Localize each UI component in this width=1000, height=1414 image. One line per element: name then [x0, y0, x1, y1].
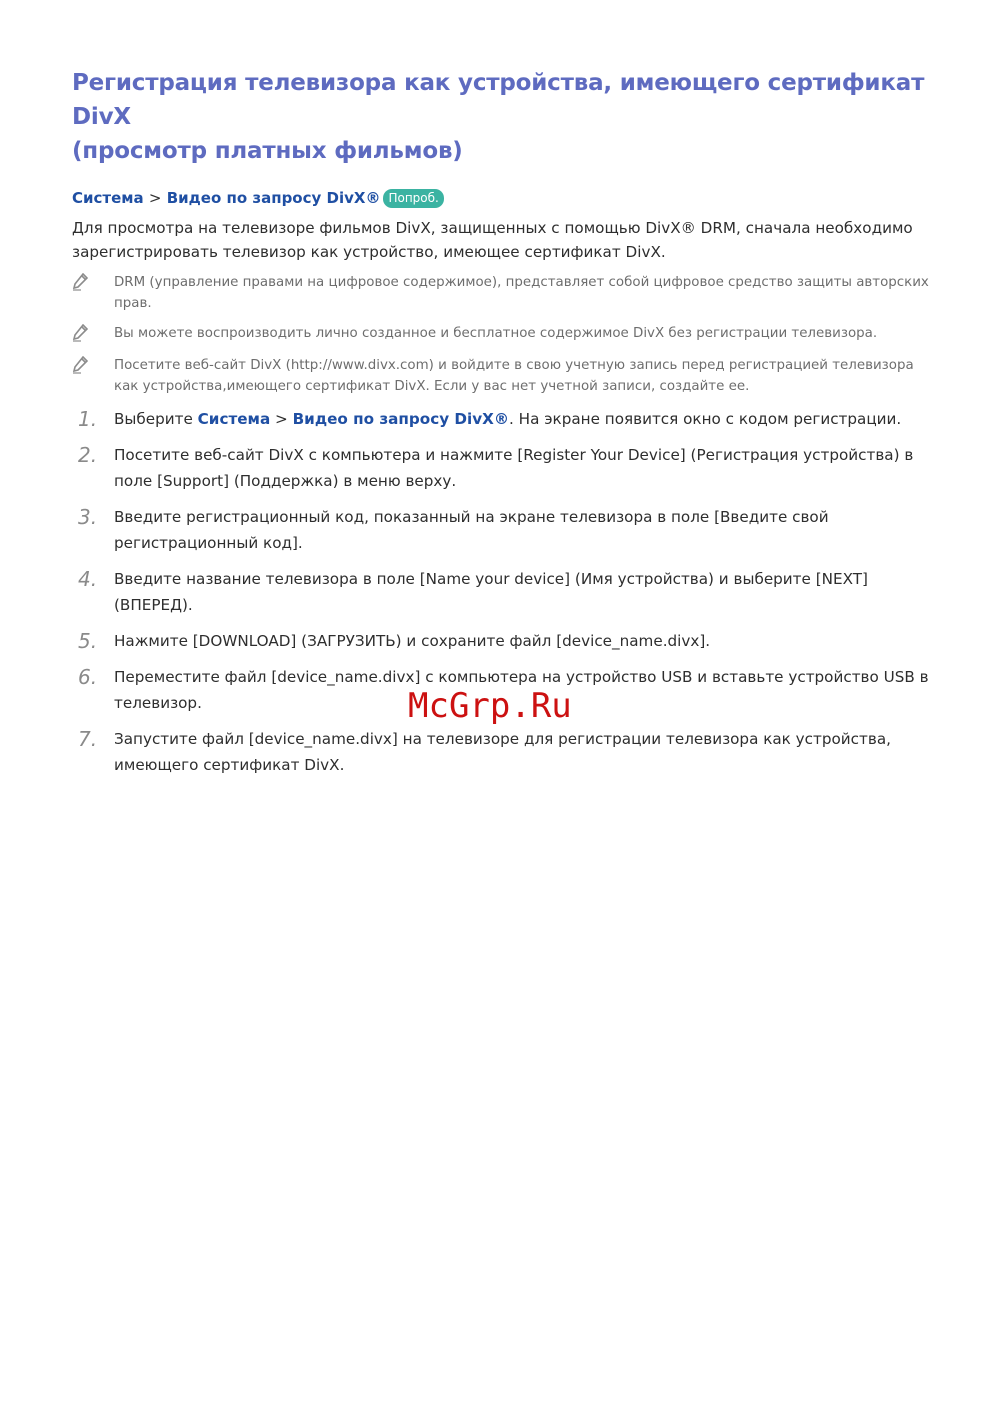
page-title — [72, 66, 932, 168]
step-number: 1. — [78, 407, 98, 431]
step-number: 7. — [78, 727, 98, 751]
step-separator: > — [270, 410, 293, 428]
step-item — [72, 406, 932, 432]
note-text: Посетите веб-сайт DivX (http://www.divx.com) и войдите в свою учетную запись перед регистрацией телевизора как устройства,имеющего сертификат DivX. Если у вас нет учетной записи, создайте ее. — [114, 358, 914, 394]
step-number: 4. — [78, 567, 98, 591]
step-number: 3. — [78, 505, 98, 529]
step-text: Переместите файл [device_name.divx] с компьютера на устройство USB и вставьте устройство USB в телевизор. — [114, 668, 929, 712]
menu-link-divx-vod[interactable]: Видео по запросу DivX® — [292, 410, 510, 428]
step-text: Введите название телевизора в поле [Name your device] (Имя устройства) и выберите [NEXT] (ВПЕРЕД). — [114, 570, 868, 614]
step-text — [114, 406, 901, 432]
watermark-text: McGrp.Ru — [408, 686, 572, 726]
pencil-note-icon — [72, 323, 114, 346]
note-item — [72, 323, 932, 346]
step-item — [72, 504, 932, 556]
step-text-prefix: Выберите — [114, 410, 198, 428]
step-text: Запустите файл [device_name.divx] на телевизоре для регистрации телевизора как устройства, имеющего сертификат DivX. — [114, 730, 891, 774]
breadcrumb-divx-vod[interactable]: Видео по запросу DivX® — [166, 189, 381, 207]
step-item — [72, 628, 932, 654]
step-text: Введите регистрационный код, показанный на экране телевизора в поле [Введите свой регистрационный код]. — [114, 508, 829, 552]
step-text: Посетите веб-сайт DivX с компьютера и нажмите [Register Your Device] (Регистрация устройства) в поле [Support] (Поддержка) в меню верху. — [114, 446, 914, 490]
try-now-badge[interactable]: Попроб. — [383, 189, 443, 208]
step-text: Нажмите [DOWNLOAD] (ЗАГРУЗИТЬ) и сохраните файл [device_name.divx]. — [114, 632, 711, 650]
note-text: DRM (управление правами на цифровое содержимое), представляет собой цифровое средство защиты авторских прав. — [114, 275, 929, 311]
step-item — [72, 442, 932, 494]
breadcrumb-separator: > — [148, 189, 162, 207]
breadcrumb — [72, 186, 932, 210]
step-item — [72, 726, 932, 778]
notes-list — [72, 272, 932, 397]
title-line-1: Регистрация телевизора как устройства, имеющего сертификат DivX — [72, 70, 925, 130]
note-item — [72, 355, 932, 397]
step-number: 2. — [78, 443, 98, 467]
step-item — [72, 566, 932, 618]
note-text: Вы можете воспроизводить лично созданное и бесплатное содержимое DivX без регистрации телевизора. — [114, 326, 878, 341]
note-item — [72, 272, 932, 314]
step-number: 5. — [78, 629, 98, 653]
step-text-suffix: . На экране появится окно с кодом регистрации. — [509, 410, 902, 428]
intro-paragraph: Для просмотра на телевизоре фильмов DivX, защищенных с помощью DivX® DRM, сначала необходимо зарегистрировать телевизор как устройство, имеющее сертификат DivX. — [72, 219, 913, 261]
page-content — [72, 66, 932, 788]
title-line-2: (просмотр платных фильмов) — [72, 138, 463, 164]
pencil-note-icon — [72, 355, 114, 378]
step-number: 6. — [78, 665, 98, 689]
breadcrumb-system[interactable]: Система — [72, 189, 144, 207]
pencil-note-icon — [72, 272, 114, 295]
menu-link-system[interactable]: Система — [197, 410, 271, 428]
